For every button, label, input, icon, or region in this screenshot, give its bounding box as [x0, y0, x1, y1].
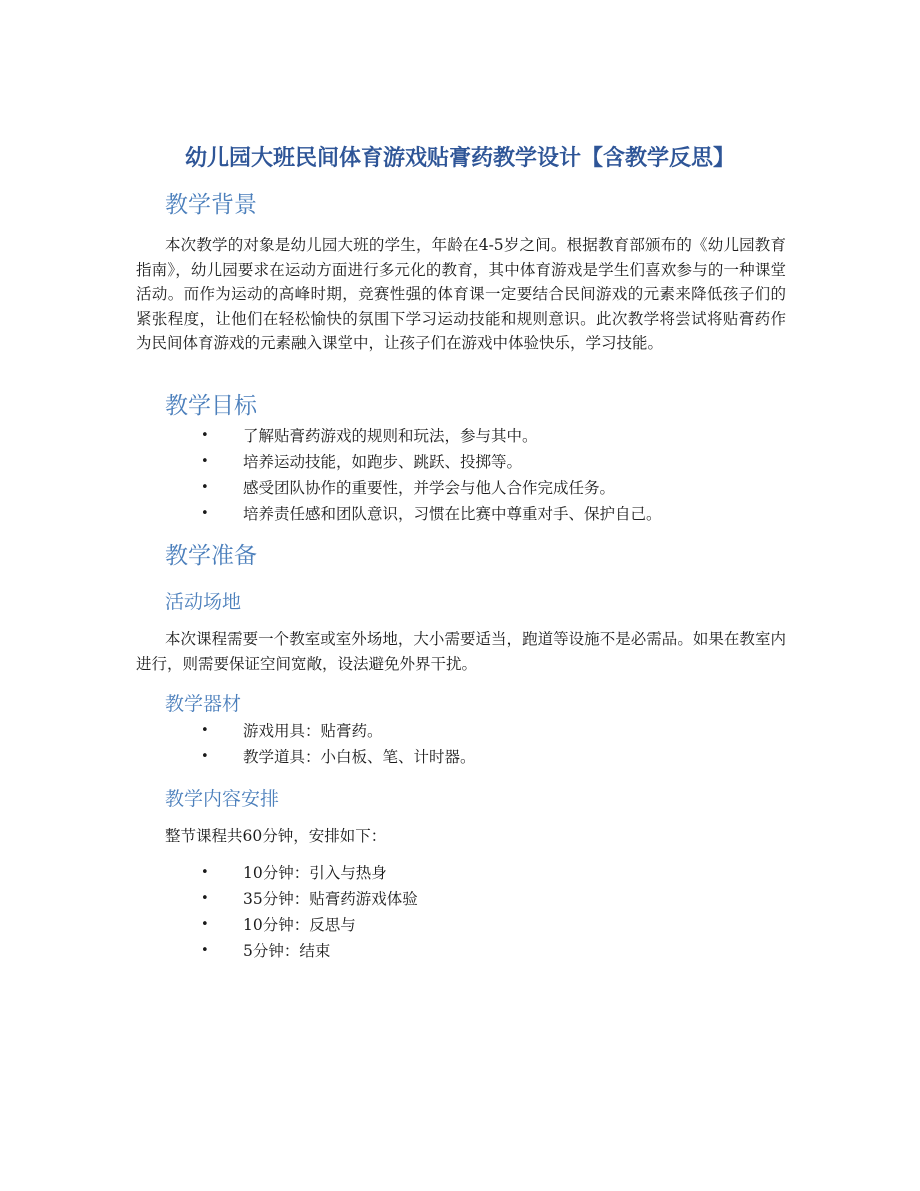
- goal-text: 了解贴膏药游戏的规则和玩法，参与其中。: [243, 427, 538, 445]
- subheading-equipment: 教学器材: [165, 693, 242, 715]
- equipment-text: 游戏用具：贴膏药。: [243, 722, 383, 740]
- bullet-icon: •: [201, 454, 209, 469]
- subheading-venue: 活动场地: [165, 591, 242, 613]
- section-heading-goals: 教学目标: [165, 393, 257, 419]
- bullet-icon: •: [201, 917, 209, 932]
- bullet-icon: •: [201, 428, 209, 443]
- bullet-icon: •: [201, 891, 209, 906]
- goal-text: 感受团队协作的重要性，并学会与他人合作完成任务。: [243, 479, 616, 497]
- section-heading-preparation: 教学准备: [165, 543, 257, 569]
- bullet-icon: •: [201, 506, 209, 521]
- background-paragraph: 本次教学的对象是幼儿园大班的学生，年龄在4-5岁之间。根据教育部颁布的《幼儿园教育指南》，幼儿园要求在运动方面进行多元化的教育，其中体育游戏是学生们喜欢参与的一种课堂活动。而作为运动的高峰时期，竞赛性强的体育课一定要结合民间游戏的元素来降低孩子们的紧张程度，让他们在轻松愉快的氛围下学习运动技能和规则意识。此次教学将尝试将贴膏药作为民间体育游戏的元素融入课堂中，让孩子们在游戏中体验快乐，学习技能。: [136, 236, 786, 352]
- goal-text: 培养责任感和团队意识，习惯在比赛中尊重对手、保护自己。: [243, 505, 662, 523]
- bullet-icon: •: [201, 943, 209, 958]
- schedule-text: 10分钟：引入与热身: [243, 864, 387, 882]
- schedule-text: 5分钟：结束: [243, 942, 331, 960]
- bullet-icon: •: [201, 865, 209, 880]
- equipment-text: 教学道具：小白板、笔、计时器。: [243, 748, 476, 766]
- schedule-intro: 整节课程共60分钟，安排如下：: [165, 827, 387, 845]
- goal-text: 培养运动技能，如跑步、跳跃、投掷等。: [243, 453, 523, 471]
- bullet-icon: •: [201, 480, 209, 495]
- bullet-icon: •: [201, 749, 209, 764]
- subheading-schedule: 教学内容安排: [165, 788, 280, 810]
- schedule-text: 10分钟：反思与: [243, 916, 356, 934]
- section-heading-background: 教学背景: [165, 192, 257, 218]
- schedule-text: 35分钟：贴膏药游戏体验: [243, 890, 418, 908]
- venue-paragraph: 本次课程需要一个教室或室外场地，大小需要适当，跑道等设施不是必需品。如果在教室内进行，则需要保证空间宽敞，设法避免外界干扰。: [136, 630, 786, 673]
- bullet-icon: •: [201, 723, 209, 738]
- document-title: 幼儿园大班民间体育游戏贴膏药教学设计【含教学反思】: [184, 146, 735, 171]
